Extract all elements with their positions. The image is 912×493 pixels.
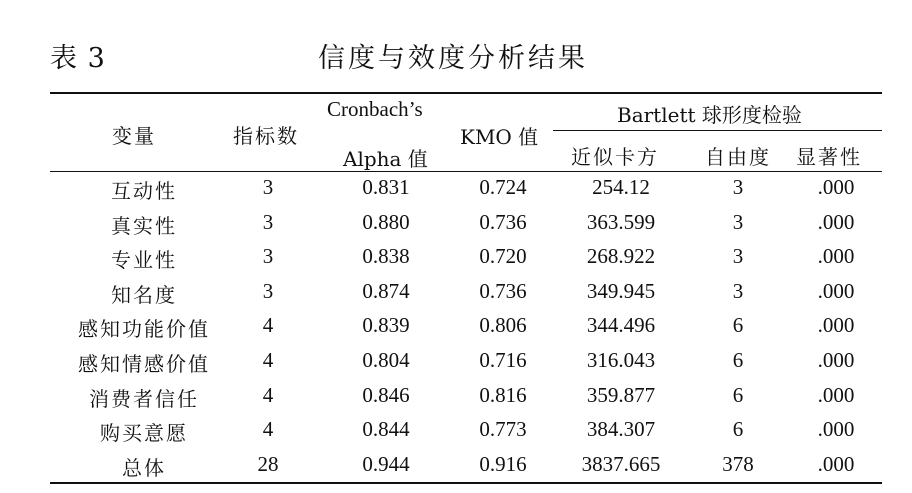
cell-indicator-count: 3 <box>262 244 274 269</box>
cell-significance: .000 <box>817 313 855 338</box>
cell-df: 6 <box>732 382 744 407</box>
cell-df: 6 <box>732 313 744 338</box>
cell-kmo: 0.716 <box>479 348 527 372</box>
cell-kmo: 0.816 <box>479 382 527 407</box>
cell-chi-square: 3837.665 <box>581 451 661 476</box>
cell-chi-square: 316.043 <box>586 348 656 372</box>
cell-significance: .000 <box>817 451 855 476</box>
header-indicator-count: 指标数 <box>233 124 299 148</box>
table-title: 信度与效度分析结果 <box>318 43 588 74</box>
cell-indicator-count: 4 <box>262 382 274 407</box>
cell-variable: 知名度 <box>111 282 177 307</box>
cell-indicator-count: 4 <box>262 417 274 442</box>
cell-significance: .000 <box>817 209 855 234</box>
header-chi-square: 近似卡方 <box>571 145 659 169</box>
cell-kmo: 0.736 <box>479 278 527 303</box>
cell-variable: 总体 <box>122 455 166 480</box>
cell-df: 3 <box>732 175 744 199</box>
cell-kmo: 0.806 <box>479 313 527 338</box>
cell-indicator-count: 3 <box>262 175 274 199</box>
header-bottom-rule <box>50 171 882 172</box>
header-kmo: KMO 值 <box>460 125 539 149</box>
cell-significance: .000 <box>817 382 855 407</box>
cell-alpha: 0.804 <box>362 348 410 372</box>
top-rule <box>50 92 882 94</box>
header-variable: 变量 <box>112 124 156 148</box>
cell-variable: 真实性 <box>111 213 177 238</box>
cell-kmo: 0.916 <box>479 451 527 476</box>
bottom-rule <box>50 482 882 484</box>
cell-df: 6 <box>732 348 744 372</box>
cell-chi-square: 344.496 <box>586 313 656 338</box>
cell-chi-square: 384.307 <box>586 417 656 442</box>
cell-variable: 专业性 <box>111 248 177 273</box>
cell-variable: 感知功能价值 <box>78 317 210 342</box>
cell-kmo: 0.724 <box>479 175 527 199</box>
cell-alpha: 0.838 <box>362 244 410 269</box>
cell-alpha: 0.831 <box>362 175 410 199</box>
header-alpha-line2: Alpha 值 <box>343 147 428 171</box>
cell-variable: 感知情感价值 <box>78 352 210 376</box>
cell-significance: .000 <box>817 348 855 372</box>
cell-variable: 消费者信任 <box>89 386 199 411</box>
header-df: 自由度 <box>705 145 771 169</box>
header-bartlett: Bartlett 球形度检验 <box>617 103 802 127</box>
header-alpha-line1: Cronbach’s <box>327 97 423 121</box>
cell-kmo: 0.736 <box>479 209 527 234</box>
cell-alpha: 0.839 <box>362 313 410 338</box>
cell-alpha: 0.874 <box>362 278 410 303</box>
cell-kmo: 0.773 <box>479 417 527 442</box>
header-significance: 显著性 <box>796 145 862 169</box>
cell-chi-square: 268.922 <box>586 244 656 269</box>
bartlett-subheader-rule <box>553 130 882 131</box>
cell-variable: 购买意愿 <box>100 421 188 446</box>
cell-indicator-count: 3 <box>262 278 274 303</box>
cell-df: 6 <box>732 417 744 442</box>
cell-kmo: 0.720 <box>479 244 527 269</box>
cell-significance: .000 <box>817 278 855 303</box>
cell-chi-square: 359.877 <box>586 382 656 407</box>
cell-indicator-count: 4 <box>262 313 274 338</box>
cell-df: 378 <box>722 451 754 476</box>
cell-alpha: 0.944 <box>362 451 410 476</box>
cell-indicator-count: 28 <box>257 451 279 476</box>
cell-chi-square: 349.945 <box>586 278 656 303</box>
cell-indicator-count: 3 <box>262 209 274 234</box>
cell-df: 3 <box>732 244 744 269</box>
cell-indicator-count: 4 <box>262 348 274 372</box>
cell-alpha: 0.844 <box>362 417 410 442</box>
cell-chi-square: 254.12 <box>592 175 650 199</box>
cell-chi-square: 363.599 <box>586 209 656 234</box>
cell-significance: .000 <box>817 244 855 269</box>
table-number: 表 3 <box>50 43 106 74</box>
cell-alpha: 0.846 <box>362 382 410 407</box>
cell-df: 3 <box>732 209 744 234</box>
cell-significance: .000 <box>817 175 855 199</box>
cell-significance: .000 <box>817 417 855 442</box>
cell-alpha: 0.880 <box>362 209 410 234</box>
cell-df: 3 <box>732 278 744 303</box>
cell-variable: 互动性 <box>111 179 177 203</box>
